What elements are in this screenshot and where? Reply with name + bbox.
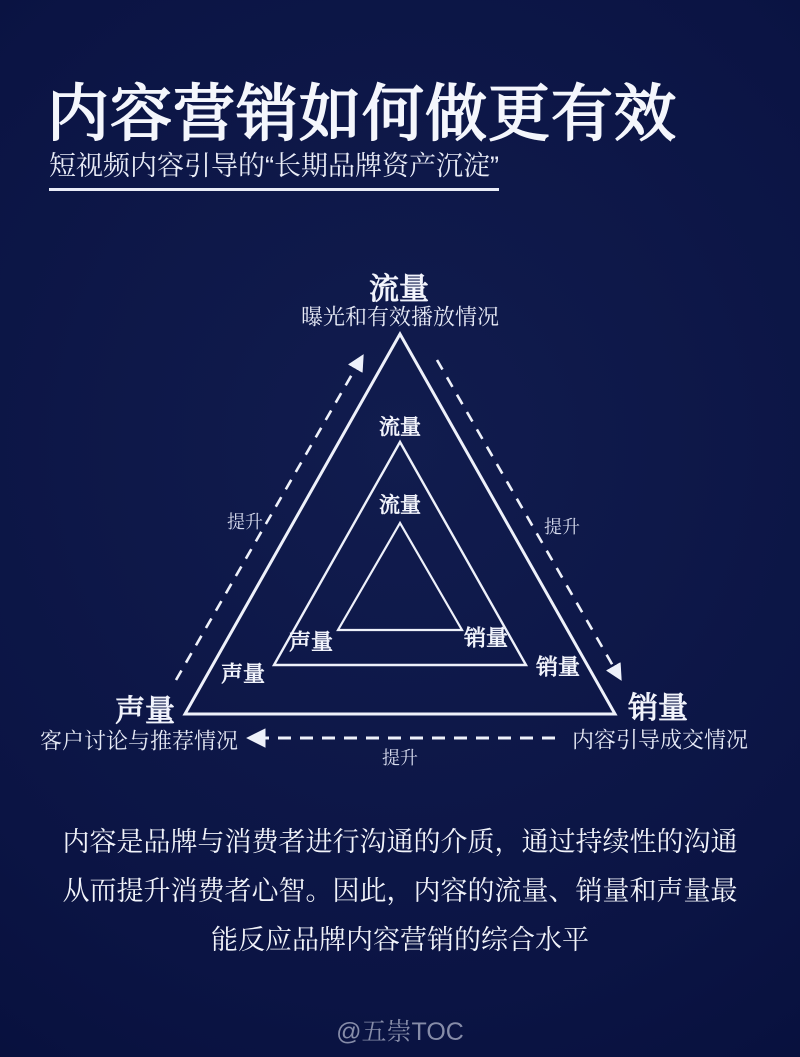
summary-line: 内容是品牌与消费者进行沟通的介质，通过持续性的沟通 [62, 827, 738, 857]
summary-text [0, 818, 800, 965]
ring-middle-left-label: 声量 [220, 661, 266, 687]
left-vertex-label: 声量 [115, 695, 175, 728]
right-vertex-label: 销量 [628, 692, 688, 725]
summary-line: 从而提升消费者心智。因此，内容的流量、销量和声量最 [62, 876, 738, 906]
credit-watermark: @五崇TOC [336, 1018, 464, 1046]
top-vertex-label: 流量 [369, 273, 429, 306]
improve-left-label: 提升 [227, 512, 263, 532]
top-vertex-desc: 曝光和有效播放情况 [300, 304, 500, 330]
ring-inner-right-label: 销量 [463, 625, 509, 651]
ring-middle-top-label: 流量 [379, 416, 421, 439]
inner-triangle [338, 523, 462, 630]
ring-middle-right-label: 销量 [535, 654, 581, 680]
page-subtitle: 短视频内容引导的“长期品牌资产沉淀” [49, 144, 499, 191]
ring-inner-left-label: 声量 [288, 629, 334, 655]
ring-inner-top-label: 流量 [379, 494, 421, 517]
page-title: 内容营销如何做更有效 [47, 80, 678, 149]
summary-line: 能反应品牌内容营销的综合水平 [211, 925, 589, 955]
left-vertex-desc: 客户讨论与推荐情况 [39, 728, 239, 754]
arrow-up-dashed-icon [176, 357, 362, 680]
improve-right-label: 提升 [544, 517, 580, 537]
right-vertex-desc: 内容引导成交情况 [571, 727, 749, 753]
improve-bottom-label: 提升 [382, 748, 418, 768]
